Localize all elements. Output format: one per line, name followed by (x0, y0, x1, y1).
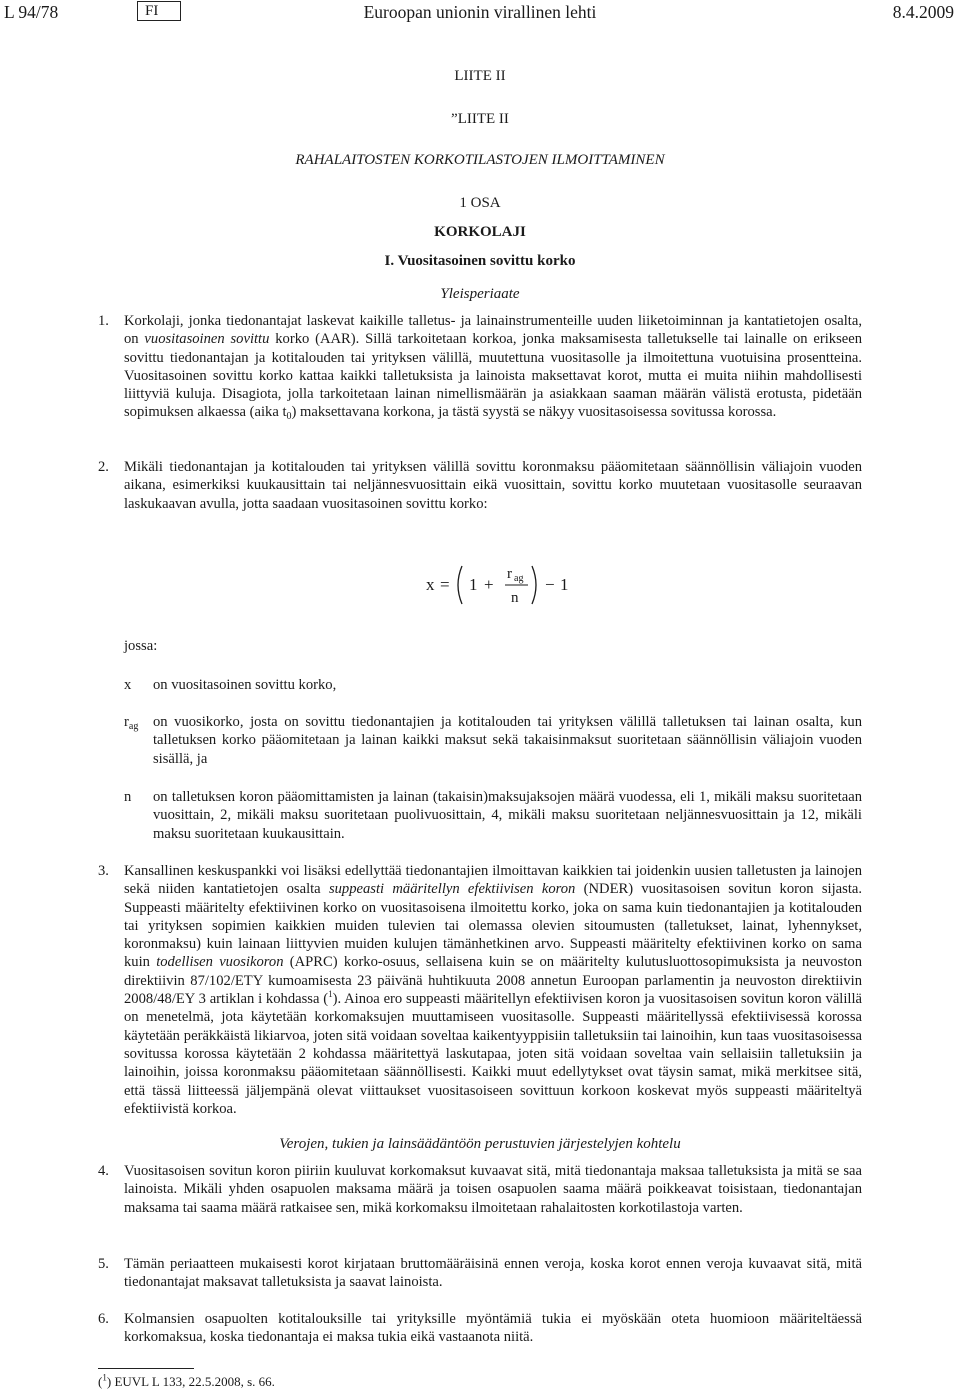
journal-title: Euroopan unionin virallinen lehti (363, 2, 597, 22)
part-title: KORKOLAJI (434, 224, 526, 240)
formula-minus: − (545, 575, 555, 594)
paragraph-2-number: 2. (98, 459, 109, 475)
publication-date: 8.4.2009 (892, 2, 954, 22)
footnote-divider (98, 1368, 194, 1369)
paragraph-1-number: 1. (98, 313, 109, 329)
paragraph-4: Vuositasoisen sovitun koron piiriin kuuluvat korkomaksut kuvaavat sitä, mitä tiedonantaja maksaa talletuksista ja mitä se saa lainoista. Mikäli yhden osapuolen maksama määrä ja toisen osapuolen saama määrä poikkeavat toisistaan, tiedonantajan maksama tai saama määrä ratkaisee sen, mikä korkomaksu ilmoitetaan rahalaitosten korkotilastoja varten. (124, 1163, 862, 1216)
paragraph-5: Tämän periaatteen mukaisesti korot kirjataan bruttomääräisinä ennen veroja, koska korot ennen veroja kuvaavat sitä, mitä tiedonantajat maksavat talletuksista ja saavat lainoista. (124, 1256, 862, 1291)
part-number: 1 OSA (459, 195, 501, 211)
right-paren-icon (532, 566, 536, 604)
paragraph-6-number: 6. (98, 1311, 109, 1327)
paragraph-3-number: 3. (98, 863, 109, 879)
subsection-title: Yleisperiaate (440, 286, 520, 302)
definition-symbol: n (124, 789, 132, 805)
formula-numerator-sub: ag (514, 573, 524, 584)
formula-one: 1 (469, 575, 478, 594)
definition-symbol: $r_{ag}$ (124, 714, 139, 732)
formula-lhs: x (426, 575, 435, 594)
formula-tail: 1 (560, 575, 569, 594)
footnote-reference: 1 (328, 989, 333, 1000)
annex-quoted-title: ”LIITE II (451, 111, 509, 127)
left-paren-icon (458, 566, 462, 604)
paragraph-6: Kolmansien osapuolten kotitalouksille tai yrityksille myöntämiä tukia ei myöskään oteta huomioon määriteltäessä korkomaksua, koska tiedonantaja ei maksa tukia eikä vastaanota niitä. (124, 1311, 862, 1346)
paragraph-4-number: 4. (98, 1163, 109, 1179)
paragraph-2: Mikäli tiedonantajan ja kotitalouden tai yrityksen välillä sovittu koronmaksu pääomitetaan säännöllisin väliajoin vuoden aikana, esimerkiksi kuukausittain tai neljännesvuosittain eikä vuosittain, sovittu korko muutetaan vuositasolle seuraavan laskukaavan avulla, jotta saadaan vuositasoinen sovittu korko: (124, 459, 862, 512)
footnote: ($^1$) EUVL L 133, 22.5.2008, s. 66. (98, 1372, 275, 1389)
paragraph-3: Kansallinen keskuspankki voi lisäksi edellyttää tiedonantajien ilmoittavan kaikkien tai joidenkin uusien talletusten ja lainojen sekä niiden kantatietojen osalta suppeasti määritellyn efektiivisen koron (NDER) vuositasoisen sovitun koron sijasta. Suppeasti määritelty efektiivinen korko on vuositasoisena ilmoitettu korko, joka on sama kuin tiedonantajien ja kotitalouden tai yrityksen sopimien kaikkien muiden tulevien tai olemassa olevien sitoumusten (talletukset, lainat, lyhennykset, koronmaksu) kuin lainaan liittyvien muiden kulujen tämänhetkinen arvo. Suppeasti määritelty efektiivinen korko on sama kuin todellisen vuosikoron (APRC) korko-osuus, sellaisena kuin se on määritelty kulutusluottosopimuksista ja neuvoston direktiivin 87/102/ETY kumoamisesta 23 päivänä huhtikuuta 2008 annetun Euroopan parlamentin ja neuvoston direktiivin 2008/48/EY 3 artiklan i kohdassa ($^1$). Ainoa ero suppeasti määritellyn efektiivisen koron ja vuositasoisen sovitun koron välillä on menetelmä, jota käytetään korkomaksujen muuttamiseen vuositasolle. Suppeasti määritellyssä efektiivisessä korossa käytetään peräkkäistä likiarvoa, joten sitä voidaan soveltaa kaikentyyppisiin talletuksiin tai lainoihin, kun taas vuositasoisessa sovitussa korossa käytetään 2 kohdassa määritettyä laskutapaa, joten sitä voidaan soveltaa vain sellaisiin talletuksiin ja lainoihin, joissa koronmaksu pääomitetaan säännöllisesti. Kaikki muut edellytykset ovat täysin samat, mikä merkitsee sitä, että tässä liitteessä jäljempänä olevat viittaukset vuositasoiseen sovittuun korkoon koskevat myös suppeasti määriteltyä efektiivistä korkoa. (124, 863, 863, 1117)
formula-plus: + (484, 575, 494, 594)
definition-text: on talletuksen koron pääomittamisten ja lainan (takaisin)maksujaksojen määrä vuodessa, eli 1, mikäli maksu suoritetaan vuosittain, 2, mikäli maksu suoritetaan puolivuosittain, 4, mikäli maksu suoritetaan neljännesvuosittain ja 12, mikäli maksu suoritetaan kuukausittain. (153, 789, 862, 842)
annualisation-formula (426, 560, 596, 612)
formula-denominator: n (511, 590, 519, 606)
page-number: L 94/78 (4, 2, 59, 22)
formula-numerator: r (507, 566, 512, 582)
where-label: jossa: (124, 638, 158, 654)
formula-equals: = (440, 575, 450, 594)
language-badge: FI (137, 1, 181, 21)
definition-text: on vuositasoinen sovittu korko, (153, 677, 337, 693)
paragraph-5-number: 5. (98, 1256, 109, 1272)
annex-heading: RAHALAITOSTEN KORKOTILASTOJEN ILMOITTAMINEN (295, 152, 665, 168)
definition-symbol: x (124, 677, 132, 693)
subheading-taxes: Verojen, tukien ja lainsäädäntöön perustuvien järjestelyjen kohtelu (279, 1136, 681, 1152)
paragraph-1: Korkolaji, jonka tiedonantajat laskevat kaikille talletus- ja lainainstrumenteille uuden liiketoiminnan ja kantatietojen osalta, on vuositasoinen sovittu korko (AAR). Sillä tarkoitetaan korkoa, jonka maksamisesta talletukselle tai lainalle on erikseen sovittu tiedonantajan ja kotitalouden tai yrityksen välillä, muutettuna vuositasolle ja ilmoitettuna vuotuisina prosentteina. Vuositasoinen sovittu korko kattaa kaikki talletuksista ja lainoista maksettavat korot, mutta ei muita niihin mahdollisesti liittyviä kuluja. Disagiota, jolla tarkoitetaan lainan nimellismäärän ja asiakkaan saaman määrän välistä erotusta, pidetään sopimuksen alkaessa (aika $t_0$) maksettavana korkona, ja tästä syystä se näkyy vuositasoisessa sovitussa korossa. (124, 313, 862, 423)
annex-title: LIITE II (454, 68, 506, 84)
definition-text: on vuosikorko, josta on sovittu tiedonantajien ja kotitalouden tai yrityksen välillä talletuksen tai lainan osalta, kun talletuksen korko pääomitetaan ja lainan kaikki maksut sekä takaisinmaksut suoritetaan säännöllisin väliajoin vuoden sisällä, ja (153, 714, 862, 767)
section-title: I. Vuositasoinen sovittu korko (384, 253, 576, 269)
